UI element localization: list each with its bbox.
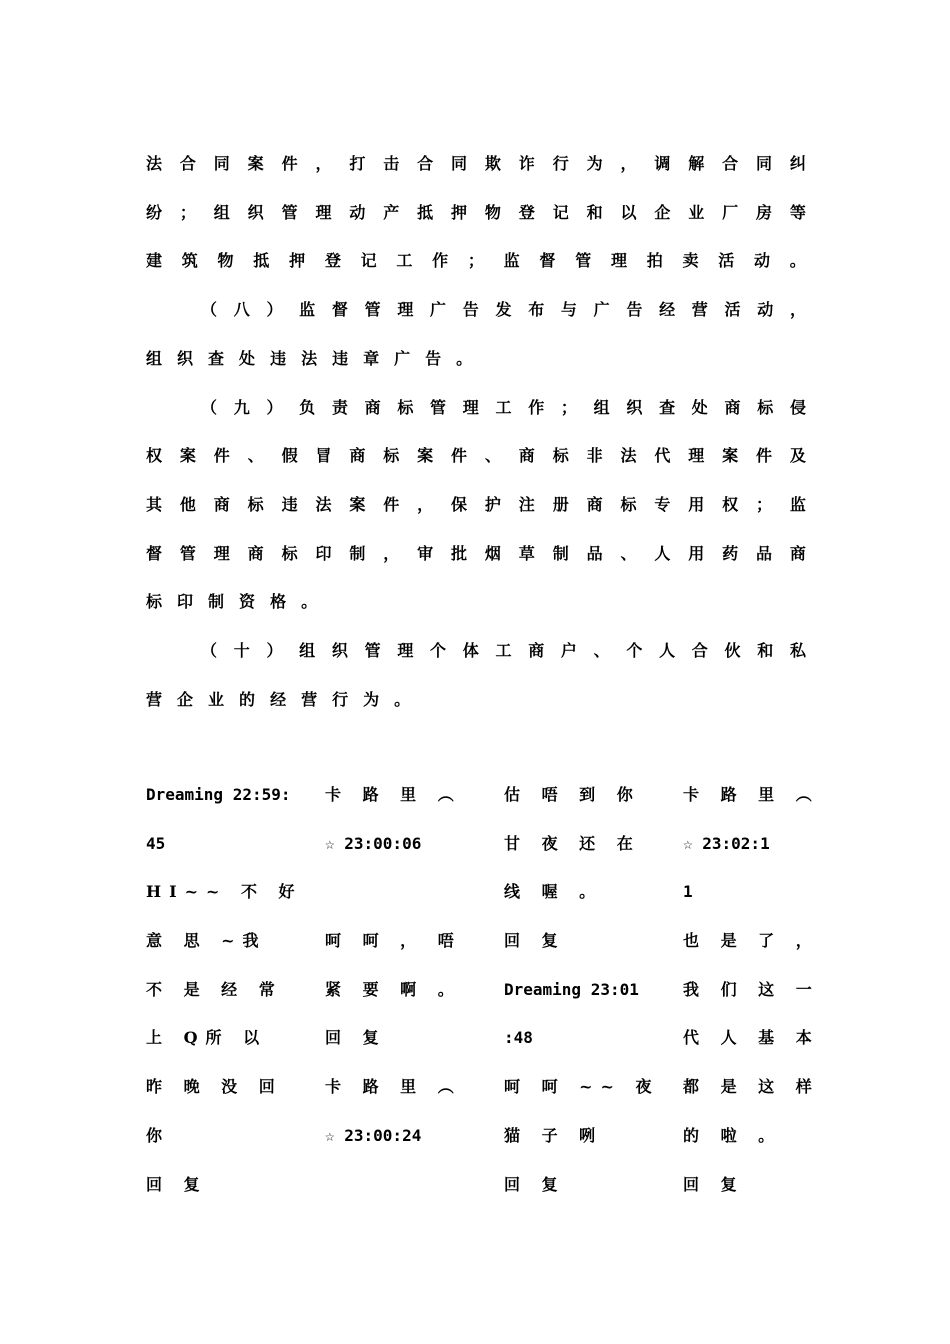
paragraph-char: 药 (722, 543, 739, 563)
paragraph-char: 经 (659, 299, 676, 319)
paragraph-char: 违 (332, 348, 349, 368)
chat-line: 不 是 经 常 (146, 979, 283, 999)
paragraph-char: 厂 (722, 202, 739, 222)
paragraph-char: 侵 (789, 397, 806, 417)
paragraph-char: 作 (432, 250, 449, 270)
paragraph-char: 动 (754, 250, 771, 270)
paragraph-char: 理 (688, 445, 705, 465)
paragraph-char: 商 (213, 494, 230, 514)
paragraph-char: ， (383, 543, 400, 563)
paragraph-char: 、 (593, 640, 610, 660)
paragraph-char: 业 (688, 202, 705, 222)
paragraph-line (201, 634, 806, 664)
paragraph-char: 卖 (682, 250, 699, 270)
paragraph-char: 草 (518, 543, 535, 563)
paragraph-char: 记 (360, 250, 377, 270)
paragraph-char: 标 (397, 397, 414, 417)
paragraph-char: 册 (552, 494, 569, 514)
paragraph-char: 权 (146, 445, 163, 465)
paragraph-char: 件 (281, 153, 298, 173)
paragraph-char: 权 (722, 494, 739, 514)
chat-column-1 (146, 780, 306, 1218)
paragraph-char: 章 (363, 348, 380, 368)
paragraph-char: 假 (281, 445, 298, 465)
paragraph-char: 案 (349, 494, 366, 514)
chat-line: 紧 要 啊 。 (325, 979, 462, 999)
paragraph-char: 纠 (789, 153, 806, 173)
paragraph-char: 欺 (484, 153, 501, 173)
paragraph-line (146, 537, 806, 567)
chat-line: 也 是 了 ， (683, 931, 820, 951)
chat-column-2 (325, 780, 485, 1218)
paragraph-char: 用 (688, 494, 705, 514)
paragraph-char: 物 (217, 250, 234, 270)
chat-line: Dreaming 23:01 (504, 979, 639, 999)
paragraph-char: 广 (394, 348, 411, 368)
chat-line: 卡 路 里 ︵ (325, 1077, 462, 1097)
paragraph-char: ， (417, 494, 434, 514)
chat-line: 猫 子 咧 (504, 1125, 604, 1145)
paragraph-char: 物 (484, 202, 501, 222)
chat-line: 呵 呵 ， 唔 (325, 931, 462, 951)
paragraph-line (146, 196, 806, 226)
paragraph-char: 理 (397, 640, 414, 660)
paragraph-char: 等 (789, 202, 806, 222)
paragraph-char: 违 (281, 494, 298, 514)
chat-line: 的 啦 。 (683, 1125, 783, 1145)
paragraph-char: ） (266, 299, 283, 319)
paragraph-char: （ (201, 397, 218, 417)
paragraph-char: 制 (208, 591, 225, 611)
paragraph-char: ， (315, 153, 332, 173)
paragraph-char: 管 (430, 397, 447, 417)
paragraph-char: 同 (213, 153, 230, 173)
chat-line: 45 (146, 833, 166, 853)
paragraph-char: 广 (430, 299, 447, 319)
paragraph-char: 审 (417, 543, 434, 563)
paragraph-char: 私 (789, 640, 806, 660)
paragraph-char: 处 (691, 397, 708, 417)
paragraph-char: 案 (722, 445, 739, 465)
chat-line: 你 (146, 1125, 171, 1145)
paragraph-char: 管 (281, 202, 298, 222)
paragraph-char: 查 (659, 397, 676, 417)
chat-line: 上 Q所 以 (146, 1028, 268, 1048)
chat-line: 甘 夜 还 在 (504, 833, 641, 853)
paragraph-char: 击 (383, 153, 400, 173)
paragraph-char: 管 (575, 250, 592, 270)
paragraph-char: 件 (383, 494, 400, 514)
paragraph-char: 格 (270, 591, 287, 611)
chat-line: 代 人 基 本 (683, 1028, 820, 1048)
paragraph-char: 的 (239, 689, 256, 709)
paragraph-char: 拍 (646, 250, 663, 270)
chat-line[interactable]: 回 复 (504, 931, 566, 951)
paragraph-char: 烟 (484, 543, 501, 563)
paragraph-char: 个 (430, 640, 447, 660)
chat-line: :48 (504, 1028, 533, 1048)
paragraph-char: 行 (332, 689, 349, 709)
paragraph-char: 查 (208, 348, 225, 368)
paragraph-char: 他 (179, 494, 196, 514)
paragraph-char: 非 (586, 445, 603, 465)
chat-line: ☆ 23:00:06 (325, 833, 422, 853)
paragraph-line (146, 683, 806, 713)
paragraph-char: 商 (364, 397, 381, 417)
paragraph-char: 组 (146, 348, 163, 368)
paragraph-char: 八 (233, 299, 250, 319)
paragraph-char: 登 (324, 250, 341, 270)
paragraph-line (146, 244, 806, 274)
paragraph-char: 产 (383, 202, 400, 222)
paragraph-char: 组 (593, 397, 610, 417)
paragraph-char: 、 (484, 445, 501, 465)
paragraph-char: 抵 (253, 250, 270, 270)
paragraph-char: ， (620, 153, 637, 173)
chat-line: 呵 呵 ~~ 夜 (504, 1077, 660, 1097)
paragraph-char: 理 (462, 397, 479, 417)
paragraph-char: 商 (518, 445, 535, 465)
paragraph-char: 理 (610, 250, 627, 270)
paragraph-char: 标 (146, 591, 163, 611)
paragraph-char: 督 (331, 299, 348, 319)
chat-line: 线 喔 。 (504, 882, 604, 902)
paragraph-char: 标 (281, 543, 298, 563)
paragraph-char: 处 (239, 348, 256, 368)
paragraph-char: 商 (247, 543, 264, 563)
paragraph-char: 调 (654, 153, 671, 173)
paragraph-char: 为 (363, 689, 380, 709)
paragraph-char: 理 (213, 543, 230, 563)
paragraph-char: 监 (299, 299, 316, 319)
paragraph-char: 冒 (315, 445, 332, 465)
paragraph-char: 工 (396, 250, 413, 270)
paragraph-char: 抵 (417, 202, 434, 222)
chat-line[interactable]: 回 复 (504, 1174, 566, 1194)
paragraph-char: ； (560, 397, 577, 417)
chat-line: 我 们 这 一 (683, 979, 820, 999)
paragraph-line (146, 342, 806, 372)
paragraph-char: 护 (484, 494, 501, 514)
chat-line: 意 思 ~我 (146, 931, 267, 951)
paragraph-char: 织 (626, 397, 643, 417)
paragraph-char: 工 (495, 397, 512, 417)
paragraph-char: 押 (451, 202, 468, 222)
paragraph-char: 监 (503, 250, 520, 270)
paragraph-char: 体 (462, 640, 479, 660)
paragraph-char: 活 (724, 299, 741, 319)
paragraph-char: ； (179, 202, 196, 222)
paragraph-char: 商 (349, 445, 366, 465)
paragraph-char: ） (266, 397, 283, 417)
paragraph-char: 营 (146, 689, 163, 709)
chat-column-3 (504, 780, 664, 1218)
paragraph-char: 印 (177, 591, 194, 611)
paragraph-char: 标 (620, 494, 637, 514)
paragraph-char: 专 (654, 494, 671, 514)
paragraph-char: 、 (247, 445, 264, 465)
paragraph-char: （ (201, 299, 218, 319)
paragraph-char: 九 (233, 397, 250, 417)
chat-line (325, 877, 485, 926)
paragraph-char: 人 (654, 543, 671, 563)
paragraph-line (201, 293, 806, 323)
paragraph-char: 注 (518, 494, 535, 514)
chat-line: 卡 路 里 ︵ (325, 785, 462, 804)
paragraph-char: 制 (349, 543, 366, 563)
paragraph-char: 建 (146, 250, 163, 270)
paragraph-char: 批 (451, 543, 468, 563)
paragraph-char: 督 (146, 543, 163, 563)
paragraph-char: 管 (179, 543, 196, 563)
paragraph-char: 商 (724, 397, 741, 417)
paragraph-char: 其 (146, 494, 163, 514)
paragraph-char: 合 (179, 153, 196, 173)
paragraph-char: 标 (552, 445, 569, 465)
chat-line (325, 1170, 485, 1219)
paragraph-char: 广 (593, 299, 610, 319)
chat-line[interactable]: 回 复 (683, 1174, 745, 1194)
paragraph-char: 行 (552, 153, 569, 173)
paragraph-char: 织 (331, 640, 348, 660)
paragraph-char: 商 (586, 494, 603, 514)
paragraph-char: 。 (456, 348, 473, 368)
paragraph-char: 管 (364, 299, 381, 319)
paragraph-char: 资 (239, 591, 256, 611)
chat-line[interactable]: 回 复 (146, 1174, 208, 1194)
paragraph-char: 保 (451, 494, 468, 514)
paragraph-char: 发 (495, 299, 512, 319)
paragraph-char: 诈 (518, 153, 535, 173)
paragraph-char: 案 (179, 445, 196, 465)
paragraph-char: 布 (528, 299, 545, 319)
paragraph-char: ， (789, 299, 806, 319)
paragraph-char: 打 (349, 153, 366, 173)
paragraph-char: 案 (417, 445, 434, 465)
paragraph-char: 十 (233, 640, 250, 660)
paragraph-char: 筑 (181, 250, 198, 270)
paragraph-char: 。 (789, 250, 806, 270)
paragraph-char: ； (467, 250, 484, 270)
paragraph-char: 房 (756, 202, 773, 222)
paragraph-char: 活 (718, 250, 735, 270)
paragraph-char: 以 (620, 202, 637, 222)
paragraph-char: 企 (177, 689, 194, 709)
paragraph-char: 组 (213, 202, 230, 222)
paragraph-char: 动 (757, 299, 774, 319)
paragraph-char: 户 (560, 640, 577, 660)
paragraph-char: 织 (247, 202, 264, 222)
paragraph-char: 监 (789, 494, 806, 514)
paragraph-char: 组 (299, 640, 316, 660)
paragraph-char: 标 (383, 445, 400, 465)
paragraph-char: 告 (626, 299, 643, 319)
paragraph-char: 纷 (146, 202, 163, 222)
paragraph-char: ； (756, 494, 773, 514)
paragraph-char: 标 (757, 397, 774, 417)
paragraph-char: 企 (654, 202, 671, 222)
chat-line: HI~~ 不 好 (146, 882, 303, 902)
paragraph-char: 合 (722, 153, 739, 173)
paragraph-char: 同 (756, 153, 773, 173)
paragraph-char: 法 (301, 348, 318, 368)
paragraph-char: 和 (586, 202, 603, 222)
paragraph-char: 管 (364, 640, 381, 660)
paragraph-char: 工 (495, 640, 512, 660)
paragraph-char: 营 (691, 299, 708, 319)
paragraph-char: 案 (247, 153, 264, 173)
paragraph-char: 标 (247, 494, 264, 514)
paragraph-char: （ (201, 640, 218, 660)
chat-line: 估 唔 到 你 (504, 785, 641, 804)
paragraph-char: 解 (688, 153, 705, 173)
paragraph-char: 记 (552, 202, 569, 222)
paragraph-char: 。 (301, 591, 318, 611)
chat-line: 昨 晚 没 回 (146, 1077, 283, 1097)
paragraph-char: 。 (394, 689, 411, 709)
paragraph-char: 商 (528, 640, 545, 660)
paragraph-char: 合 (417, 153, 434, 173)
paragraph-line (146, 585, 806, 615)
paragraph-char: 理 (397, 299, 414, 319)
paragraph-char: 告 (425, 348, 442, 368)
paragraph-char: 与 (560, 299, 577, 319)
paragraph-char: 品 (586, 543, 603, 563)
paragraph-char: 法 (315, 494, 332, 514)
paragraph-char: 负 (299, 397, 316, 417)
paragraph-char: 押 (289, 250, 306, 270)
paragraph-char: 织 (177, 348, 194, 368)
paragraph-char: 督 (539, 250, 556, 270)
paragraph-char: 用 (688, 543, 705, 563)
paragraph-char: 印 (315, 543, 332, 563)
paragraph-char: 和 (757, 640, 774, 660)
chat-column-4 (683, 780, 843, 1218)
paragraph-char: 营 (301, 689, 318, 709)
paragraph-line (146, 488, 806, 518)
paragraph-char: 品 (756, 543, 773, 563)
paragraph-char: 件 (451, 445, 468, 465)
paragraph-char: 理 (315, 202, 332, 222)
paragraph-char: 、 (620, 543, 637, 563)
paragraph-char: 人 (659, 640, 676, 660)
paragraph-char: 商 (789, 543, 806, 563)
paragraph-char: 登 (518, 202, 535, 222)
paragraph-char: 作 (528, 397, 545, 417)
paragraph-char: 业 (208, 689, 225, 709)
paragraph-char: 法 (146, 153, 163, 173)
paragraph-char: 个 (626, 640, 643, 660)
paragraph-line (146, 147, 806, 177)
paragraph-line (201, 391, 806, 421)
chat-line: Dreaming 22:59: (146, 785, 291, 804)
paragraph-char: ） (266, 640, 283, 660)
paragraph-char: 责 (331, 397, 348, 417)
paragraph-char: 告 (462, 299, 479, 319)
chat-line[interactable]: 回 复 (325, 1028, 387, 1048)
chat-line: 卡 路 里 ︵ (683, 785, 820, 804)
chat-line: ☆ 23:02:1 (683, 833, 770, 853)
chat-line: ☆ 23:00:24 (325, 1125, 422, 1145)
paragraph-char: 同 (451, 153, 468, 173)
paragraph-char: 伙 (724, 640, 741, 660)
chat-line: 1 (683, 882, 693, 902)
paragraph-line (146, 439, 806, 469)
paragraph-char: 件 (213, 445, 230, 465)
paragraph-char: 及 (789, 445, 806, 465)
paragraph-char: 合 (691, 640, 708, 660)
paragraph-char: 法 (620, 445, 637, 465)
paragraph-char: 代 (654, 445, 671, 465)
chat-line: 都 是 这 样 (683, 1077, 820, 1097)
paragraph-char: 件 (756, 445, 773, 465)
paragraph-char: 违 (270, 348, 287, 368)
paragraph-char: 动 (349, 202, 366, 222)
paragraph-char: 经 (270, 689, 287, 709)
paragraph-char: 为 (586, 153, 603, 173)
paragraph-char: 制 (552, 543, 569, 563)
